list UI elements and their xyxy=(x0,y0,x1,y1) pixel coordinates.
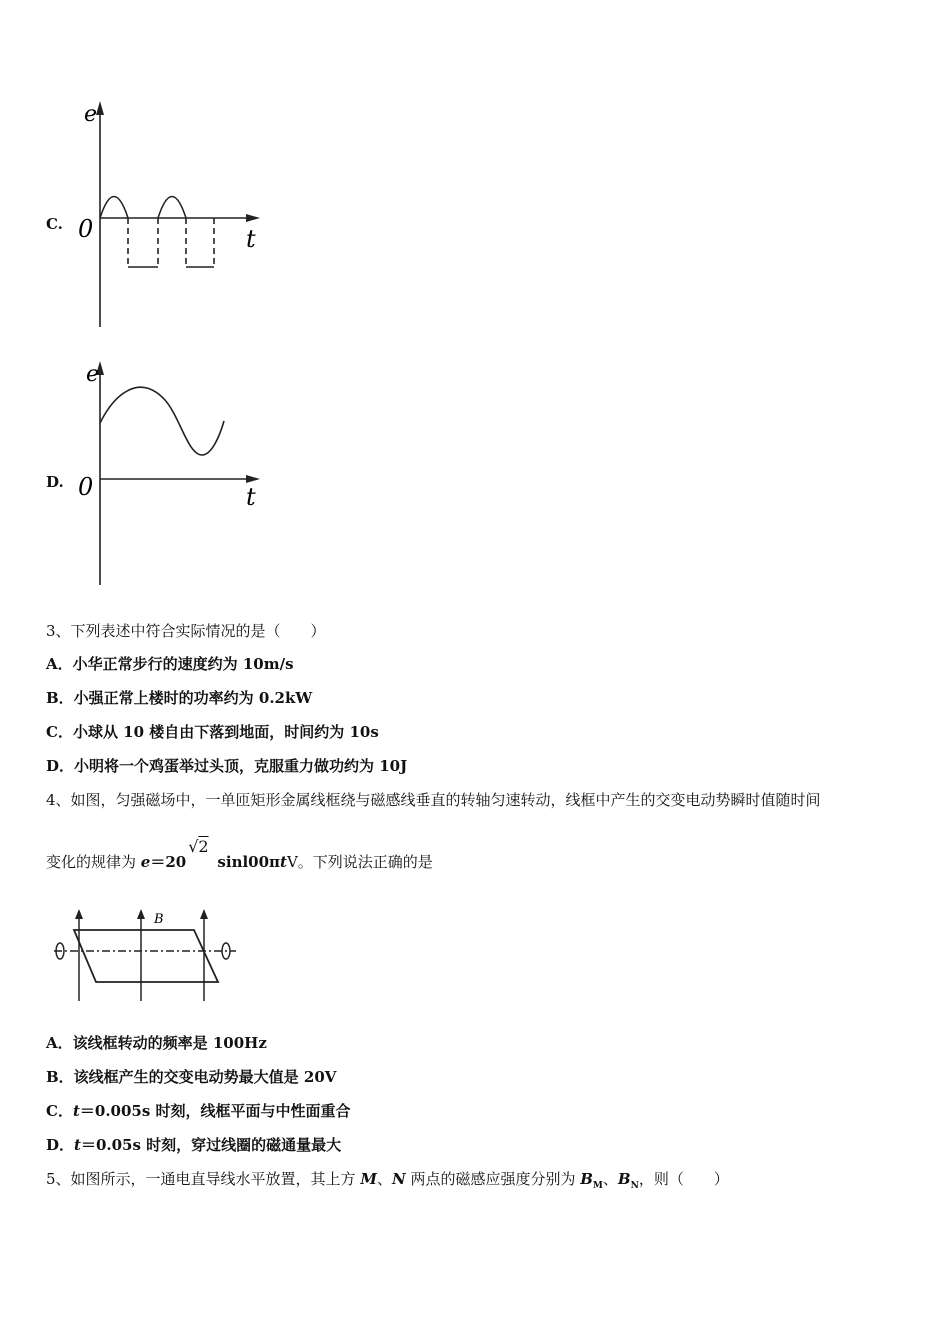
graph-c-t-label: t xyxy=(246,225,256,253)
q4-option-c: C．t＝0.005s 时刻，线框平面与中性面重合 xyxy=(46,1102,351,1120)
graph-d-x-arrow xyxy=(246,475,260,483)
graph-c-hump-2 xyxy=(158,197,186,219)
q3-option-a: A．小华正常步行的速度约为 10m/s xyxy=(46,655,294,673)
graph-c-x-arrow xyxy=(246,214,260,222)
q4-stem-line2: 变化的规律为 e＝20 √2 sinl00πtV。下列说法正确的是 xyxy=(46,837,433,871)
q3-option-d: D．小明将一个鸡蛋举过头顶，克服重力做功约为 10J xyxy=(46,757,408,775)
graph-c-origin-label: 0 xyxy=(78,215,94,243)
q3-option-b: B．小强正常上楼时的功率约为 0.2kW xyxy=(46,689,313,707)
q4-option-b: B．该线框产生的交变电动势最大值是 20V xyxy=(46,1068,337,1086)
graph-c xyxy=(70,95,270,330)
q4-figure-b-label: B xyxy=(154,912,164,927)
option-c-label: C. xyxy=(46,215,63,233)
rectangular-coil xyxy=(74,930,218,982)
q4-option-d: D．t＝0.05s 时刻，穿过线圈的磁通量最大 xyxy=(46,1136,342,1154)
q4-stem-line1: 4、如图，匀强磁场中，一单匝矩形金属线框绕与磁感线垂直的转轴匀速转动，线框中产生的交变电动势瞬时值随时间 xyxy=(46,791,821,809)
graph-c-y-arrow xyxy=(96,101,104,115)
q5-stem: 5、如图所示，一通电直导线水平放置，其上方 M、N 两点的磁感应强度分别为 $B_M$、$B_N$，则（ ） xyxy=(46,1170,729,1191)
q3-option-c: C．小球从 10 楼自由下落到地面，时间约为 10s xyxy=(46,723,379,741)
q4-option-a: A．该线框转动的频率是 100Hz xyxy=(46,1034,267,1052)
graph-c-hump-1 xyxy=(100,197,128,219)
q3-stem: 3、下列表述中符合实际情况的是（ ） xyxy=(46,622,326,640)
q4-formula-e: e xyxy=(140,853,151,871)
option-d-label: D. xyxy=(46,473,64,491)
q4-formula-sqrt: √2 xyxy=(188,837,209,856)
graph-d-sine-curve xyxy=(100,387,224,455)
graph-c-e-label: e xyxy=(84,102,98,127)
q4-figure-coil-in-field xyxy=(46,903,246,1008)
graph-d-e-label: e xyxy=(86,362,100,387)
graph-d-origin-label: 0 xyxy=(78,473,94,501)
graph-d xyxy=(70,355,270,590)
graph-d-t-label: t xyxy=(246,483,256,511)
